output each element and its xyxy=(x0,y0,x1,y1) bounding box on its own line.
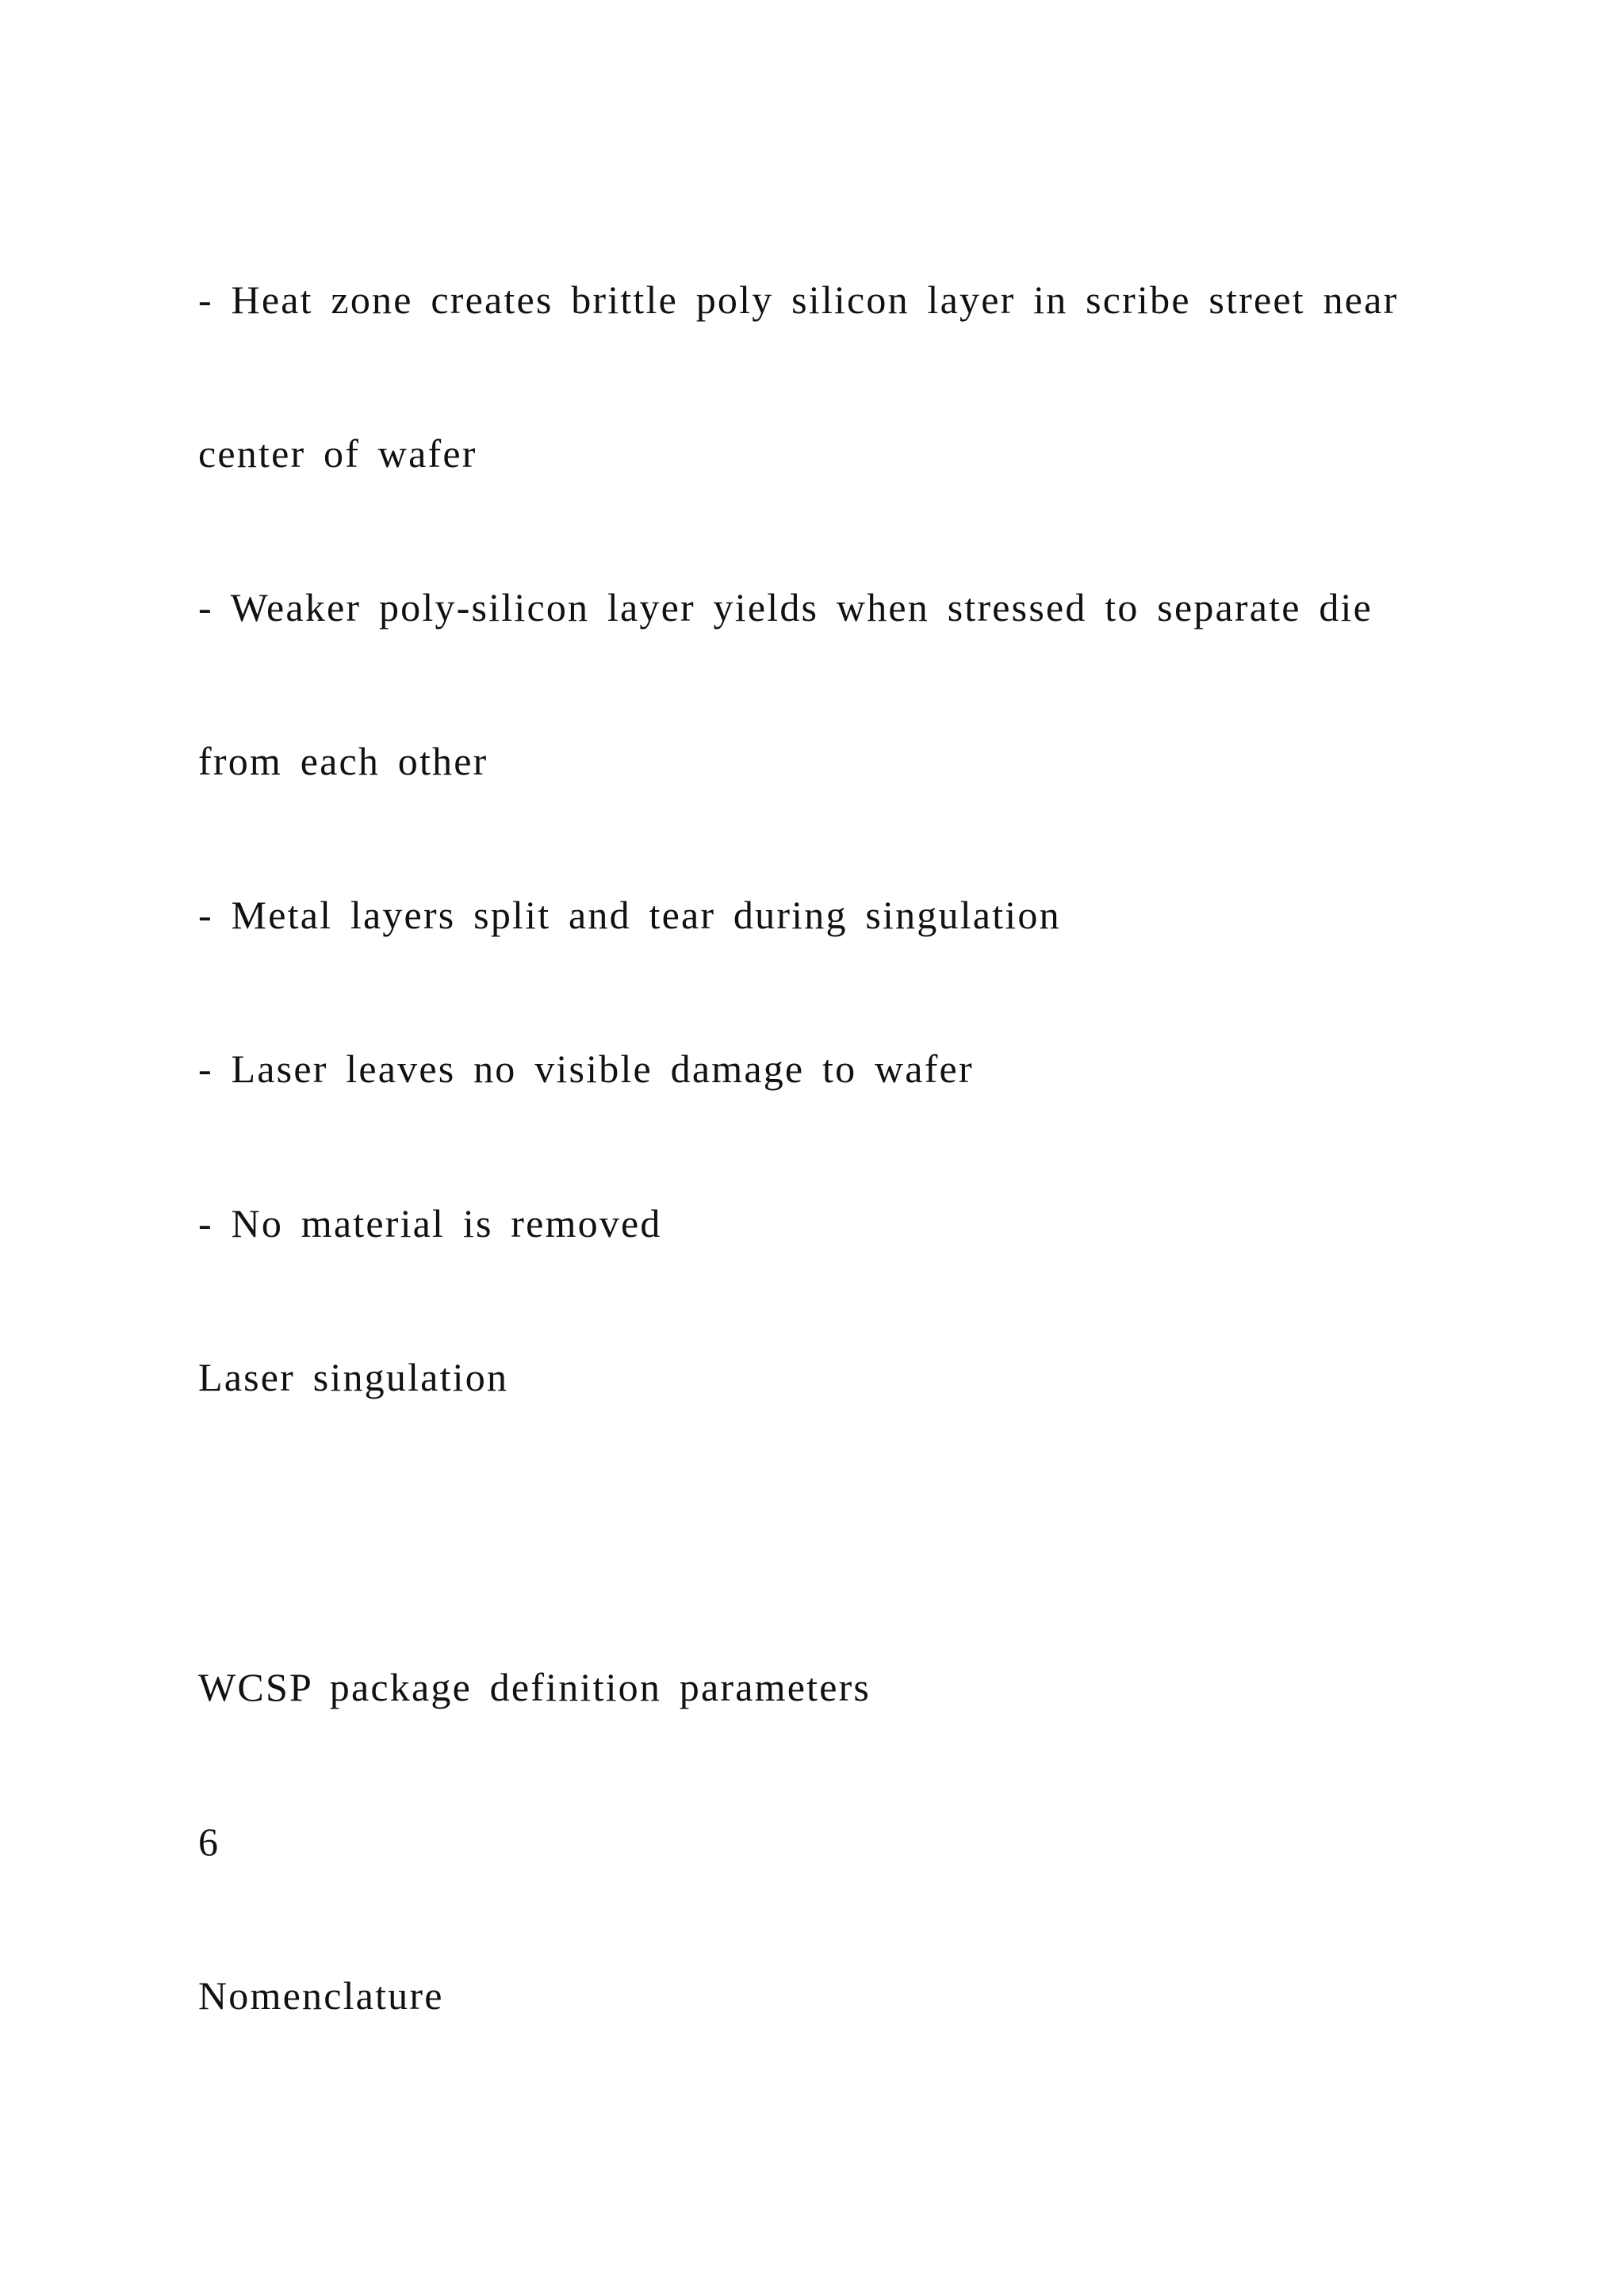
bullet-no-material-removed: - No material is removed xyxy=(198,1201,662,1246)
bullet-laser-no-damage: - Laser leaves no visible damage to wafer xyxy=(198,1047,974,1091)
bullet-weaker-poly-line-2: from each other xyxy=(198,739,488,783)
heading-nomenclature: Nomenclature xyxy=(198,1973,444,2018)
bullet-heat-zone-line-1: - Heat zone creates brittle poly silicon layer in scribe street near xyxy=(198,277,1399,322)
bullet-weaker-poly-line-1: - Weaker poly-silicon layer yields when stressed to separate die xyxy=(198,585,1373,629)
heading-wcsp-parameters: WCSP package definition parameters xyxy=(198,1665,871,1709)
page-number: 6 xyxy=(198,1820,220,1864)
bullet-metal-layers: - Metal layers split and tear during singulation xyxy=(198,893,1061,937)
bullet-heat-zone-line-2: center of wafer xyxy=(198,431,477,476)
section-title-laser-singulation: Laser singulation xyxy=(198,1355,509,1399)
